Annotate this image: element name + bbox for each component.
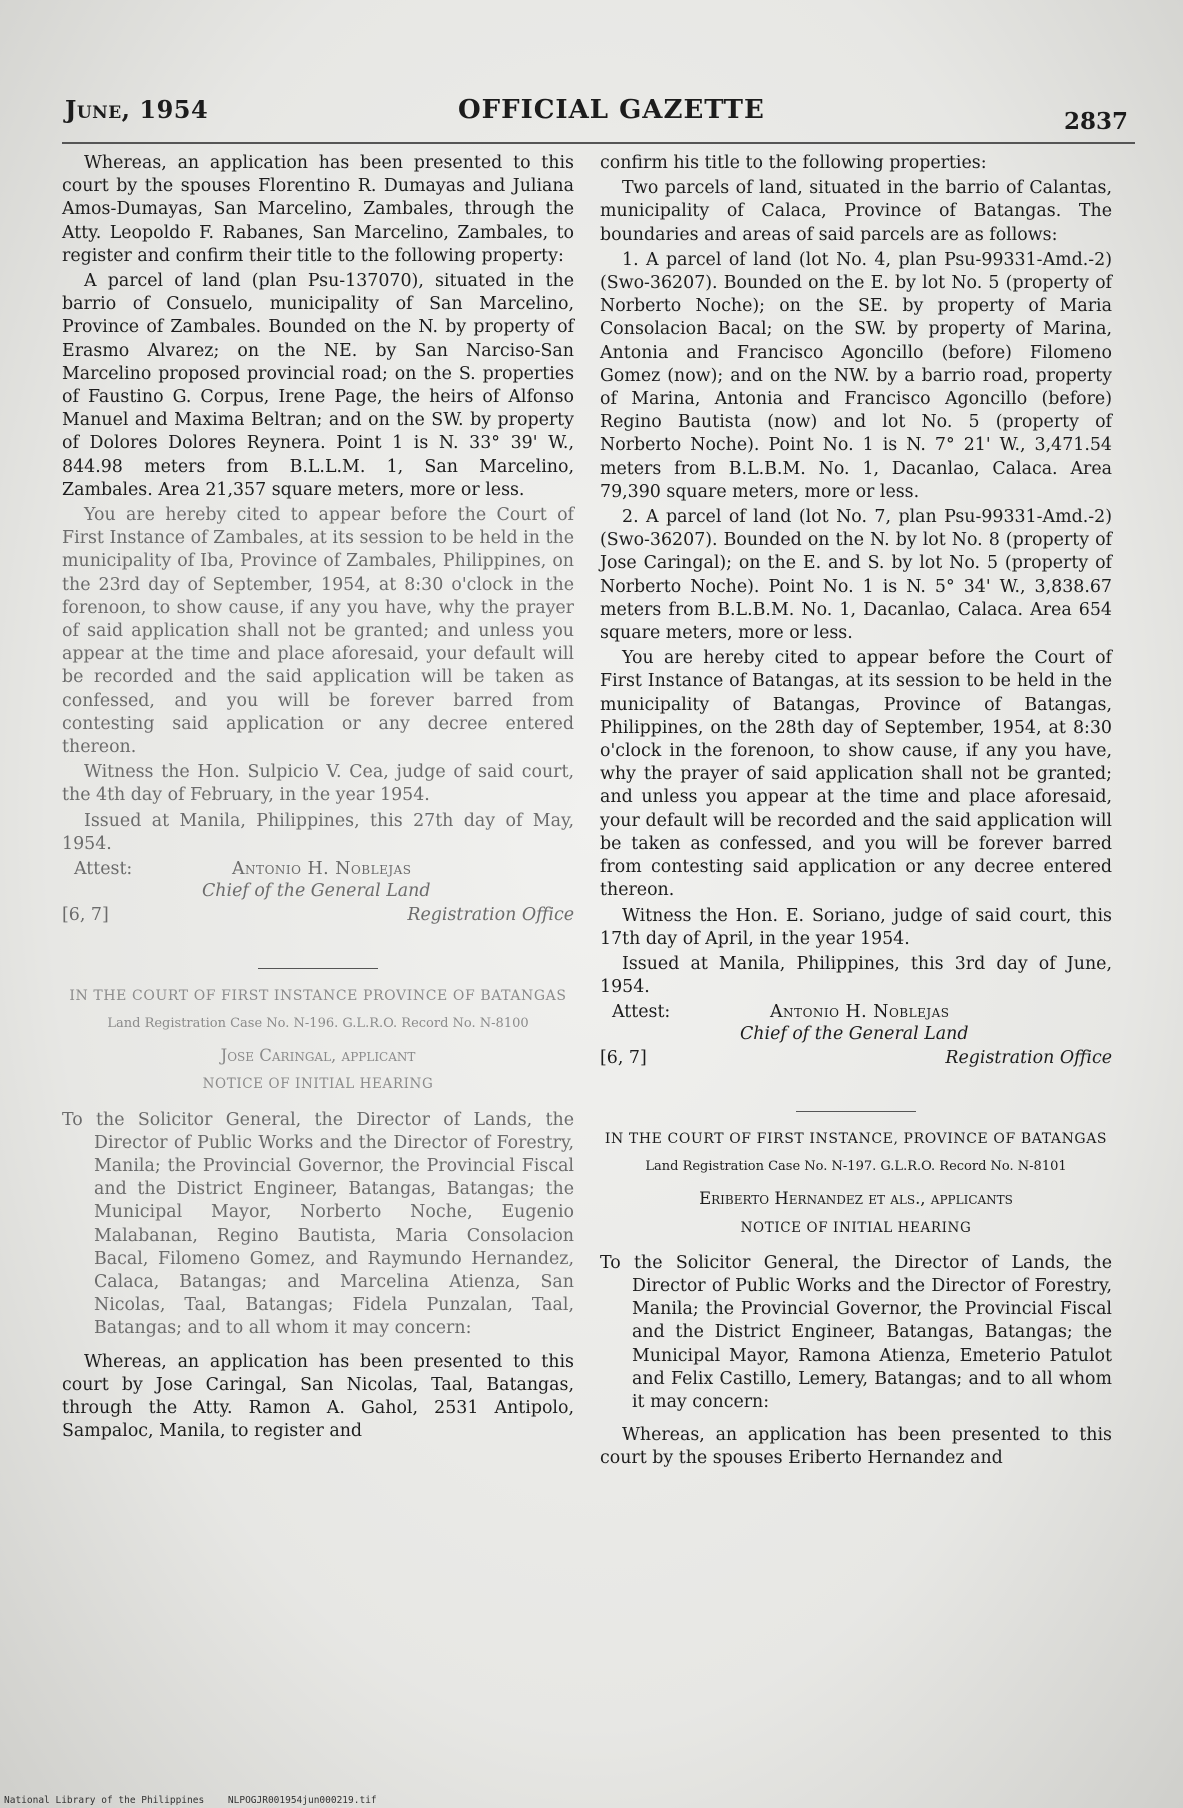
notice2-cited: You are hereby cited to appear before the Court of First Instance of Batangas, at its session to be held in the municipality of Batangas, Province of Batangas, Philippines, on the 28th day of September, 1954, at 8:30 o'clock in the forenoon, to show cause, if any you have, why the prayer of said application shall not be granted; and unless you appear at the time and place aforesaid, your default will be recorded and the said application will be taken as confessed, and you will be forever barred from contesting said application or any decree entered thereon. <box>600 648 1112 901</box>
section-separator <box>796 1111 916 1112</box>
notice2-case-number: Land Registration Case No. N-196. G.L.R.O. Record No. N-8100 <box>107 1016 529 1032</box>
right-column <box>600 152 1112 1473</box>
attest-label: Attest: <box>74 859 133 880</box>
footer-filename: NLPOGJR001954jun000219.tif <box>227 1795 377 1806</box>
footer-library: National Library of the Philippines <box>4 1795 205 1806</box>
attest-title-line2: Registration Office <box>945 1048 1112 1069</box>
notice1-whereas: Whereas, an application has been presented to this court by the spouses Florentino R. Dumayas and Juliana Amos-Dumayas, San Marcelino, Zambales, through the Atty. Leopoldo F. Rabanes, San Marcelino, Zambales, to register and confirm their title to the following property: <box>62 153 574 266</box>
notice3-title: NOTICE OF INITIAL HEARING <box>740 1219 972 1236</box>
notice1-parcel: A parcel of land (plan Psu-137070), situated in the barrio of Consuelo, municipality of San Marcelino, Province of Zambales. Bounded on the N. by property of Erasmo Alvarez; on the NE. by San Narciso-San Marcelino proposed provincial road; on the S. properties of Faustino G. Corpus, Irene Page, the heirs of Alfonso Manuel and Maxima Beltran; and on the SW. by property of Dolores Dolores Reynera. Point 1 is N. 33° 39' W., 844.98 meters from B.L.L.M. 1, San Marcelino, Zambales. Area 21,357 square meters, more or less. <box>62 271 574 500</box>
notice1-witness: Witness the Hon. Sulpicio V. Cea, judge of said court, the 4th day of February, in the year 1954. <box>62 762 574 806</box>
notice3-whereas: Whereas, an application has been presented to this court by the spouses Eriberto Hernandez and <box>600 1425 1112 1469</box>
notice2-parcel1: 1. A parcel of land (lot No. 4, plan Psu-99331-Amd.-2) (Swo-36207). Bounded on the E. by lot No. 5 (property of Norberto Noche); on the SE. by property of Maria Consolacion Bacal; on the SW. by property of Marina, Antonia and Francisco Agoncillo (before) Filomeno Gomez (now); and on the NW. by a barrio road, property of Marina, Antonia and Francisco Agoncillo (before) Regino Bautista (now) and lot No. 5 (property of Norberto Noche). Point No. 1 is N. 7° 21' W., 3,471.54 meters from B.L.B.M. No. 1, Dacanlao, Calaca. Area 79,390 square meters, more or less. <box>600 249 1112 502</box>
attest-title-line1: Chief of the General Land <box>740 1024 969 1045</box>
notice2-whereas: Whereas, an application has been presented to this court by Jose Caringal, San Nicolas, Taal, Batangas, through the Atty. Ramon A. Gahol, 2531 Antipolo, Sampaloc, Manila, to register and <box>62 1351 574 1442</box>
notice3-addressees: To the Solicitor General, the Director of Lands, the Director of Public Works and the Director of Forestry, Manila; the Provincial Governor, the Provincial Fiscal and the District Engineer, Batangas, Batangas; the Municipal Mayor, Ramona Atienza, Emeterio Patulot and Felix Castillo, Lemery, Batangas; and to all whom it may concern: <box>600 1252 1112 1412</box>
notice2-title: NOTICE OF INITIAL HEARING <box>202 1076 434 1093</box>
notice2-issued: Issued at Manila, Philippines, this 3rd day of June, 1954. <box>600 953 1112 998</box>
notice2-continued: confirm his title to the following properties: <box>600 153 987 173</box>
attest-reference: [6, 7] <box>62 905 109 926</box>
attest-reference: [6, 7] <box>600 1048 647 1069</box>
attest-label: Attest: <box>612 1002 671 1023</box>
notice2-parties: Jose Caringal, applicant <box>220 1046 416 1066</box>
notice2-caption: IN THE COURT OF FIRST INSTANCE PROVINCE OF BATANGAS <box>69 988 567 1005</box>
header-rule <box>62 142 1135 144</box>
header-page-number: 2837 <box>1063 108 1128 135</box>
attest-name: Antonio H. Noblejas <box>232 859 412 880</box>
notice2-addressees: To the Solicitor General, the Director of Lands, the Director of Public Works and the Director of Forestry, Manila; the Provincial Governor, the Provincial Fiscal and the District Engineer, Batangas, Batangas; the Municipal Mayor, Norberto Noche, Eugenio Malabanan, Regino Bautista, Maria Consolacion Bacal, Filomeno Gomez, and Raymundo Hernandez, Calaca, Batangas; and Marcelina Atienza, San Nicolas, Taal, Batangas; Fidela Punzalan, Taal, Batangas; and to all whom it may concern: <box>62 1109 574 1339</box>
notice3-parties: Eriberto Hernandez et als., applicants <box>699 1189 1013 1209</box>
attest-name: Antonio H. Noblejas <box>770 1002 950 1023</box>
notice2-attestation <box>600 1001 1112 1097</box>
scan-footer <box>4 1795 395 1806</box>
header-date: June, 1954 <box>65 95 209 124</box>
notice2-parcel2: 2. A parcel of land (lot No. 7, plan Psu-99331-Amd.-2) (Swo-36207). Bounded on the N. by lot No. 8 (property of Jose Caringal); on the E. and S. by lot No. 5 (property of Norberto Noche). Point No. 1 is N. 5° 34' W., 3,838.67 meters from B.L.B.M. No. 1, Dacanlao, Calaca. Area 654 square meters, more or less. <box>600 507 1112 644</box>
notice1-issued: Issued at Manila, Philippines, this 27th day of May, 1954. <box>62 810 574 854</box>
attest-title-line1: Chief of the General Land <box>202 881 431 902</box>
notice3-caption: IN THE COURT OF FIRST INSTANCE, PROVINCE OF BATANGAS <box>604 1131 1108 1148</box>
notice1-cited: You are hereby cited to appear before the Court of First Instance of Zambales, at its session to be held in the municipality of Iba, Province of Zambales, Philippines, on the 23rd day of September, 1954, at 8:30 o'clock in the forenoon, to show cause, if any you have, why the prayer of said application shall not be granted; and unless you appear at the time and place aforesaid, your default will be recorded and the said application will be taken as confessed, and you will be forever barred from contesting said application or any decree entered thereon. <box>62 505 574 758</box>
left-column <box>62 152 574 1445</box>
section-separator <box>258 968 378 969</box>
header-title: OFFICIAL GAZETTE <box>458 95 765 125</box>
notice1-attestation <box>62 858 574 954</box>
attest-title-line2: Registration Office <box>407 905 574 926</box>
notice3-case-number: Land Registration Case No. N-197. G.L.R.O. Record No. N-8101 <box>645 1159 1067 1175</box>
notice2-witness: Witness the Hon. E. Soriano, judge of said court, this 17th day of April, in the year 1954. <box>600 905 1112 949</box>
notice2-intro: Two parcels of land, situated in the barrio of Calantas, municipality of Calaca, Province of Batangas. The boundaries and areas of said parcels are as follows: <box>600 178 1112 245</box>
